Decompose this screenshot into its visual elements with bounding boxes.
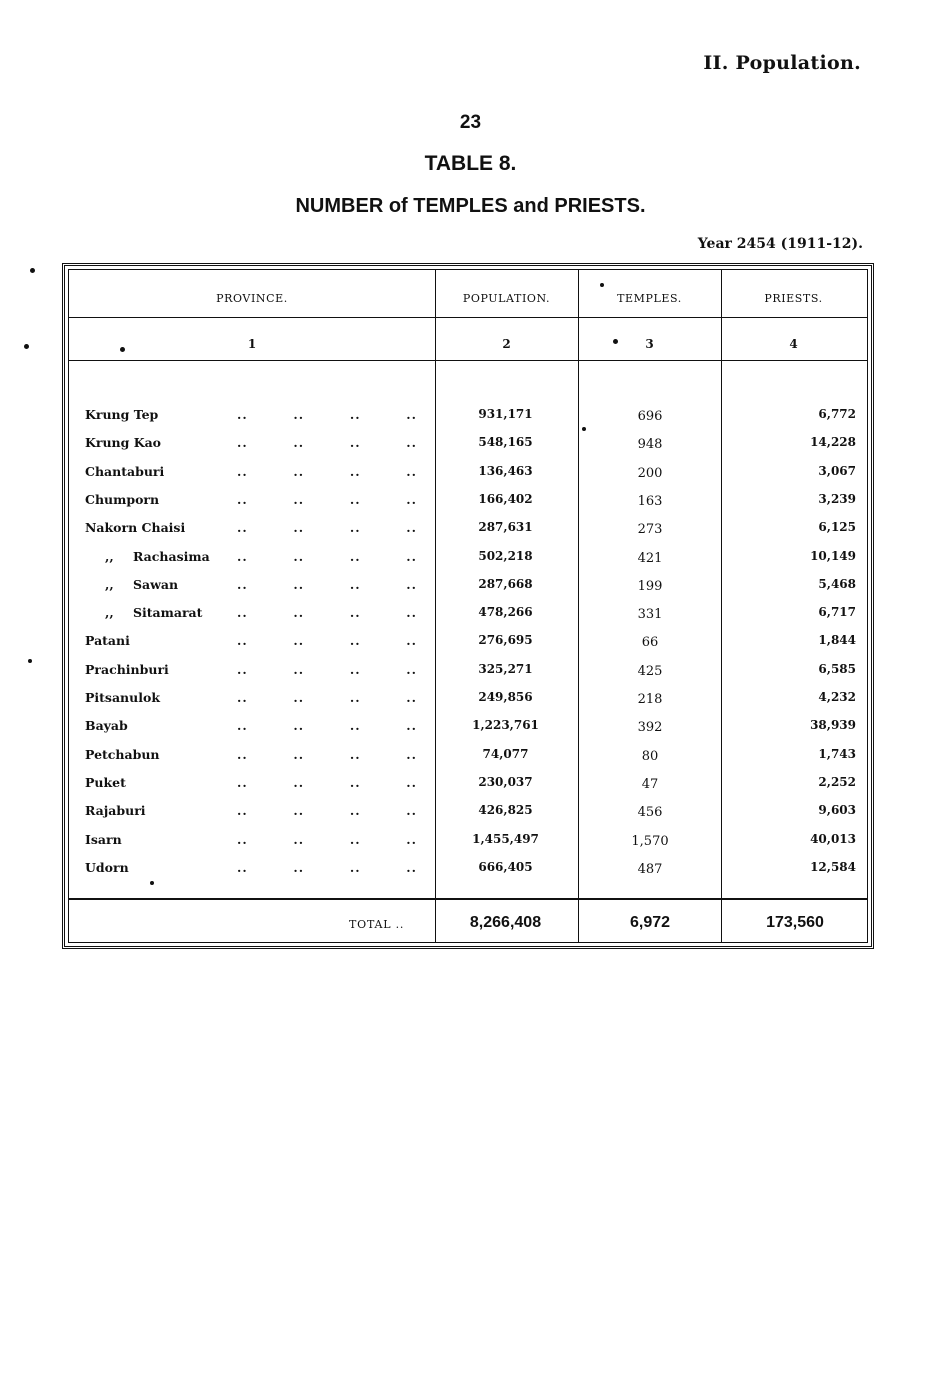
table-row [69,775,867,803]
province-name: Bayab [85,718,128,734]
leader-dots: .. [237,746,248,762]
table-row [69,832,867,860]
temples-priests-table [62,263,874,949]
dot-leader [237,520,417,535]
dot-leader [237,577,417,592]
table-row [69,492,867,520]
table-row [69,577,867,605]
leader-dots: .. [406,463,417,479]
leader-dots: .. [406,605,417,621]
leader-dots: .. [293,718,305,734]
header-temples: TEMPLES. [617,292,682,305]
leader-dots: .. [237,576,248,592]
leader-dots: .. [349,831,361,847]
table-row [69,747,867,775]
priests-cell: 4,232 [818,690,856,704]
province-cell [85,520,185,535]
province-cell [85,492,159,507]
province-name: Chumporn [85,491,160,507]
leader-dots: .. [293,548,305,564]
leader-dots: .. [406,520,417,536]
leader-dots: .. [237,661,248,677]
priests-cell: 1,844 [818,633,856,648]
table-body [68,269,868,943]
priests-cell: 38,939 [810,718,856,733]
total-population: 8,266,408 [469,914,542,931]
leader-dots: .. [406,576,417,592]
province-name: Sitamarat [133,605,203,621]
table-row [69,633,867,661]
leader-dots: .. [349,576,361,592]
scan-speck [30,268,35,273]
priests-cell: 14,228 [810,435,856,450]
total-temples: 6,972 [629,914,671,931]
column-number-4: 4 [789,337,798,351]
leader-dots: .. [293,831,305,847]
column-number-1: 1 [247,337,257,351]
leader-dots: .. [406,690,417,705]
leader-dots: .. [237,718,248,734]
table-row [69,860,867,888]
leader-dots: .. [237,831,248,847]
leader-dots: .. [406,548,417,564]
priests-cell: 9,603 [818,803,856,818]
table-row [69,407,867,435]
priests-cell: 6,772 [818,407,856,421]
leader-dots: .. [237,633,248,649]
population-cell: 666,405 [478,859,533,874]
scan-speck [28,659,32,663]
province-name: Nakorn Chaisi [85,520,186,536]
leader-dots: .. [349,407,361,422]
population-cell: 1,223,761 [472,718,539,733]
leader-dots: .. [406,831,417,847]
leader-dots: .. [237,520,248,536]
leader-dots: .. [237,803,248,819]
leader-dots: .. [349,746,361,762]
population-cell: 276,695 [478,633,533,648]
province-name: Chantaburi [85,463,165,479]
dot-leader [237,832,417,847]
population-cell: 230,037 [478,774,533,789]
column-number-3: 3 [645,337,654,351]
leader-dots: .. [293,746,305,762]
dot-leader [237,633,417,648]
temples-cell: 273 [637,522,663,538]
province-cell [85,690,160,705]
leader-dots: .. [406,774,417,790]
province-name: Puket [85,774,126,790]
province-cell [105,549,210,564]
province-cell [85,747,160,762]
leader-dots: .. [237,407,248,422]
header-rule [69,317,867,318]
table-row [69,520,867,548]
province-cell [85,718,128,733]
province-name: Petchabun [85,746,160,762]
leader-dots: .. [406,491,417,507]
province-name: Krung Tep [85,407,159,422]
scan-speck [24,344,29,349]
province-name: Udorn [85,859,129,875]
table-row [69,464,867,492]
province-name: Rachasima [133,548,210,564]
temples-cell: 47 [641,776,659,792]
dot-leader [237,435,417,450]
leader-dots: .. [349,859,361,875]
province-cell [85,662,169,677]
leader-dots: .. [406,661,417,677]
total-label: TOTAL .. [349,918,405,931]
temples-cell: 218 [637,692,663,707]
priests-cell: 10,149 [810,548,856,563]
table-row [69,662,867,690]
leader-dots: .. [349,605,361,621]
province-cell [85,407,158,422]
dot-leader [237,549,417,564]
temples-cell: 331 [637,607,663,623]
priests-cell: 6,585 [818,661,856,676]
province-cell [85,775,126,790]
leader-dots: .. [349,690,361,705]
table-row [69,605,867,633]
ditto-mark: ,, [105,548,114,564]
leader-dots: .. [293,520,305,536]
temples-cell: 163 [637,493,663,509]
total-priests: 173,560 [766,914,824,931]
province-name: Isarn [85,831,122,847]
population-cell: 478,266 [478,605,533,620]
population-cell: 249,856 [478,690,533,704]
leader-dots: .. [349,435,361,451]
population-cell: 74,077 [482,746,529,761]
leader-dots: .. [293,661,305,677]
leader-dots: .. [293,859,305,875]
leader-dots: .. [349,774,361,790]
dot-leader [237,747,417,762]
leader-dots: .. [237,463,248,479]
leader-dots: .. [237,774,248,790]
priests-cell: 6,125 [818,520,856,535]
dot-leader [237,407,417,422]
dot-leader [237,718,417,733]
leader-dots: .. [293,633,305,649]
population-cell: 931,171 [478,407,533,421]
priests-cell: 3,239 [818,491,856,506]
column-number-2: 2 [502,337,511,351]
province-cell [85,633,130,648]
population-cell: 287,668 [478,576,533,591]
leader-dots: .. [349,803,361,819]
province-cell [105,605,202,620]
province-cell [105,577,178,592]
ditto-mark: ,, [105,605,114,621]
leader-dots: .. [349,548,361,564]
leader-dots: .. [349,633,361,649]
dot-leader [237,662,417,677]
priests-cell: 2,252 [818,774,856,789]
leader-dots: .. [237,859,248,875]
leader-dots: .. [349,520,361,536]
population-cell: 426,825 [478,803,533,818]
leader-dots: .. [349,661,361,677]
leader-dots: .. [406,746,417,762]
dot-leader [237,492,417,507]
temples-cell: 200 [637,465,663,481]
leader-dots: .. [349,491,361,507]
dot-leader [237,464,417,479]
header-population: POPULATION. [462,292,551,305]
temples-cell: 456 [637,805,663,821]
priests-cell: 12,584 [810,859,856,874]
population-cell: 502,218 [478,548,533,563]
population-cell: 136,463 [478,463,533,478]
leader-dots: .. [293,690,305,705]
leader-dots: .. [237,605,248,621]
province-name: Pitsanulok [85,690,160,705]
population-cell: 287,631 [478,520,533,535]
leader-dots: .. [293,576,305,592]
leader-dots: .. [237,548,248,564]
dot-leader [237,690,417,705]
priests-cell: 6,717 [818,605,856,620]
leader-dots: .. [406,435,417,451]
scan-speck [600,283,604,287]
priests-cell: 3,067 [818,463,856,478]
leader-dots: .. [293,491,305,507]
temples-cell: 1,570 [631,833,669,849]
total-rule [69,898,867,900]
population-cell: 1,455,497 [472,831,539,846]
priests-cell: 5,468 [818,576,856,591]
province-cell [85,832,122,847]
table-row [69,435,867,463]
province-name: Patani [85,633,130,649]
header-province: PROVINCE. [216,292,288,305]
scan-speck [613,339,618,344]
province-cell [85,464,164,479]
ditto-mark: ,, [105,576,114,592]
priests-cell: 1,743 [818,746,856,761]
leader-dots: .. [406,633,417,649]
population-cell: 548,165 [478,435,533,450]
province-cell [85,803,146,818]
temples-cell: 421 [637,550,663,566]
temples-cell: 425 [637,663,663,679]
leader-dots: .. [406,718,417,734]
leader-dots: .. [406,407,417,422]
leader-dots: .. [349,463,361,479]
leader-dots: .. [293,774,305,790]
province-name: Sawan [133,576,179,592]
dot-leader [237,775,417,790]
temples-cell: 392 [637,720,663,736]
page-number: 23 [459,112,482,133]
dot-leader [237,860,417,875]
leader-dots: .. [237,435,248,451]
table-title: NUMBER of TEMPLES and PRIESTS. [295,195,646,217]
table-label: TABLE 8. [424,152,517,175]
leader-dots: .. [349,718,361,734]
province-cell [85,860,129,875]
temples-cell: 696 [637,409,663,424]
dot-leader [237,803,417,818]
population-cell: 166,402 [478,491,533,506]
column-number-rule [69,360,867,361]
scan-speck [582,427,586,431]
temples-cell: 66 [641,635,659,651]
leader-dots: .. [237,690,248,705]
leader-dots: .. [406,859,417,875]
scan-speck [150,881,154,885]
temples-cell: 80 [641,748,659,764]
leader-dots: .. [293,463,305,479]
province-cell [85,435,161,450]
table-row [69,718,867,746]
temples-cell: 487 [637,861,663,877]
table-row [69,690,867,718]
population-cell: 325,271 [478,661,533,676]
province-name: Prachinburi [85,661,169,677]
leader-dots: .. [293,803,305,819]
province-name: Krung Kao [85,435,162,451]
leader-dots: .. [293,605,305,621]
year-label: Year 2454 (1911-12). [697,236,863,252]
leader-dots: .. [293,407,305,422]
temples-cell: 948 [637,437,663,453]
leader-dots: .. [406,803,417,819]
temples-cell: 199 [637,578,663,594]
section-heading: II. Population. [703,52,861,74]
table-row [69,549,867,577]
priests-cell: 40,013 [810,831,856,846]
table-row [69,803,867,831]
scan-speck [120,347,125,352]
header-priests: PRIESTS. [764,292,823,305]
province-name: Rajaburi [85,803,146,819]
leader-dots: .. [293,435,305,451]
dot-leader [237,605,417,620]
leader-dots: .. [237,491,248,507]
